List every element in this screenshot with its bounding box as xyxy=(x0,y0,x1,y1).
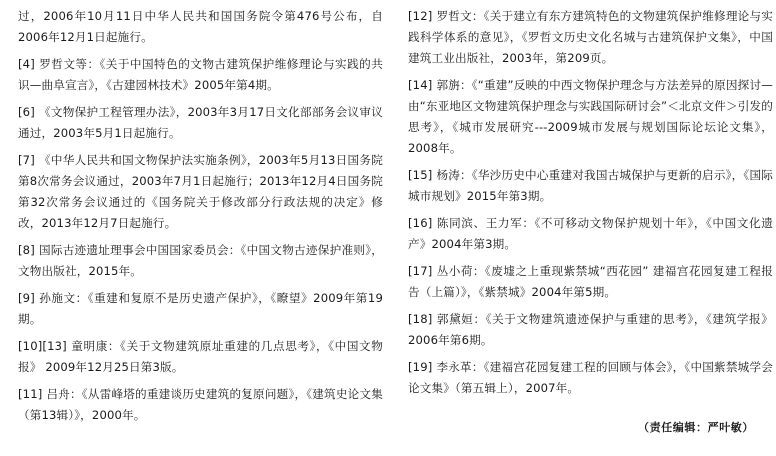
reference-item: [8] 国际古迹遗址理事会中国国家委员会：《中国文物古迹保护准则》，文物出版社，2015年。 xyxy=(18,243,383,278)
reference-item: [12] 罗哲文：《关于建立有东方建筑特色的文物建筑保护维修理论与实践科学体系的意见》，《罗哲文历史文化名城与古建筑保护文集》，中国建筑工业出版社，2003年，第209页。 xyxy=(408,9,773,65)
reference-item: [19] 李永革：《建福宫花园复建工程的回顾与体会》，《中国紫禁城学会论文集》（第五辑上），2007年。 xyxy=(408,360,773,395)
reference-item: [11] 吕舟：《从雷峰塔的重建谈历史建筑的复原问题》，《建筑史论文集（第13辑）》，2000年。 xyxy=(18,387,383,422)
reference-item: [14] 郭旃：《“重建”反映的中西文物保护理念与方法差异的原因探讨—由“东亚地区文物建筑保护理念与实践国际研讨会”＜北京文件＞引发的思考》，《城市发展研究---2009城市发展与规划国际论坛论文集》，2008年。 xyxy=(408,78,773,155)
reference-item: [10][13] 童明康：《关于文物建筑原址重建的几点思考》，《中国文物报》 2009年12月25日第3版。 xyxy=(18,339,383,374)
right-column xyxy=(408,6,773,405)
reference-item: [15] 杨涛：《华沙历史中心重建对我国古城保护与更新的启示》，《国际城市规划》2015年第3期。 xyxy=(408,168,773,203)
left-column xyxy=(18,6,383,432)
reference-item: 过，2006年10月11日中华人民共和国国务院令第476号公布，自2006年12月1日起施行。 xyxy=(18,9,383,44)
editor-credit: （责任编辑：严叶敏） xyxy=(638,421,754,434)
reference-item: [16] 陈同滨、王力军：《不可移动文物保护规划十年》，《中国文化遗产》2004年第3期。 xyxy=(408,216,773,251)
reference-item: [4] 罗哲文等：《关于中国特色的文物古建筑保护维修理论与实践的共识—曲阜宣言》，《古建园林技术》2005年第4期。 xyxy=(18,57,383,92)
reference-item: [7] 《中华人民共和国文物保护法实施条例》，2003年5月13日国务院第8次常务会议通过，2003年7月1日起施行；2013年12月4日国务院第32次常务会议通过的《国务院关于修改部分行政法规的决定》修改，2013年12月7日起施行。 xyxy=(18,153,383,230)
reference-item: [9] 孙施文：《重建和复原不是历史遗产保护》，《瞭望》2009年第19期。 xyxy=(18,291,383,326)
reference-item: [18] 郭黛姮：《关于文物建筑遗迹保护与重建的思考》，《建筑学报》2006年第6期。 xyxy=(408,312,773,347)
reference-item: [6] 《文物保护工程管理办法》，2003年3月17日文化部部务会议审议通过，2003年5月1日起施行。 xyxy=(18,105,383,140)
reference-item: [17] 丛小荷：《废墟之上重现紫禁城“西花园” 建福宫花园复建工程报告（上篇）》，《紫禁城》2004年第5期。 xyxy=(408,264,773,299)
